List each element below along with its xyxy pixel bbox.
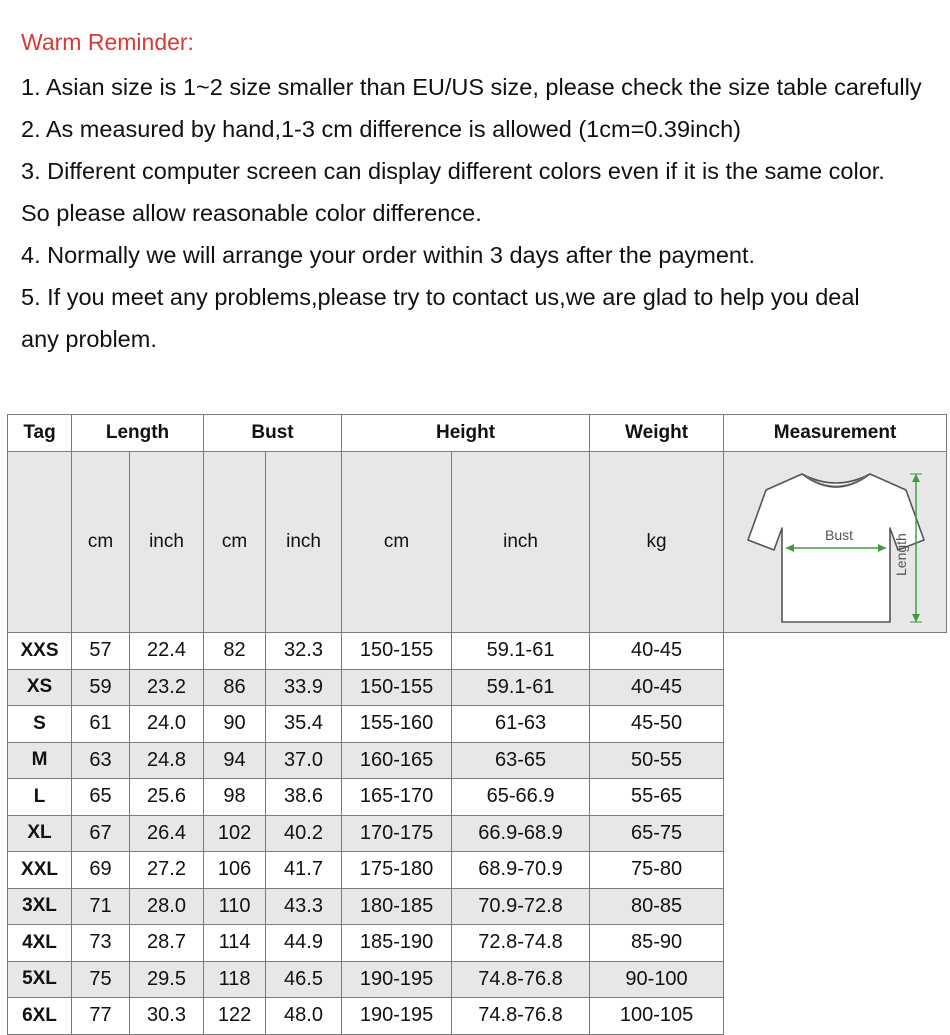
table-cell: 70.9-72.8 <box>452 888 590 925</box>
table-cell: 75 <box>72 961 130 998</box>
table-cell: 190-195 <box>342 998 452 1035</box>
table-cell: 74.8-76.8 <box>452 998 590 1035</box>
table-cell: 100-105 <box>590 998 724 1035</box>
table-cell: 185-190 <box>342 925 452 962</box>
table-cell: 69 <box>72 852 130 889</box>
bust-label: Bust <box>825 527 854 543</box>
table-row <box>8 669 947 706</box>
size-tag: M <box>8 742 72 779</box>
table-cell: 80-85 <box>590 888 724 925</box>
table-cell: 22.4 <box>130 633 204 670</box>
unit-cell: inch <box>452 452 590 633</box>
table-cell: 85-90 <box>590 925 724 962</box>
unit-cell: inch <box>130 452 204 633</box>
table-row <box>8 706 947 743</box>
table-cell: 38.6 <box>266 779 342 816</box>
table-cell: 33.9 <box>266 669 342 706</box>
size-tag: XXL <box>8 852 72 889</box>
table-cell: 86 <box>204 669 266 706</box>
table-cell: 26.4 <box>130 815 204 852</box>
table-cell: 59 <box>72 669 130 706</box>
tshirt-diagram <box>724 452 950 632</box>
table-row <box>8 815 947 852</box>
table-cell: 44.9 <box>266 925 342 962</box>
table-cell: 45-50 <box>590 706 724 743</box>
table-cell: 67 <box>72 815 130 852</box>
table-cell: 155-160 <box>342 706 452 743</box>
table-cell: 118 <box>204 961 266 998</box>
measurement-cell <box>724 452 947 633</box>
unit-cell: inch <box>266 452 342 633</box>
table-cell: 71 <box>72 888 130 925</box>
table-cell: 90-100 <box>590 961 724 998</box>
header-bust: Bust <box>204 415 342 452</box>
table-cell: 68.9-70.9 <box>452 852 590 889</box>
table-cell: 74.8-76.8 <box>452 961 590 998</box>
unit-cell: kg <box>590 452 724 633</box>
table-cell: 122 <box>204 998 266 1035</box>
table-cell: 40.2 <box>266 815 342 852</box>
table-cell: 32.3 <box>266 633 342 670</box>
table-cell: 77 <box>72 998 130 1035</box>
table-cell: 160-165 <box>342 742 452 779</box>
table-cell: 75-80 <box>590 852 724 889</box>
table-cell: 41.7 <box>266 852 342 889</box>
table-cell: 27.2 <box>130 852 204 889</box>
table-cell: 90 <box>204 706 266 743</box>
table-cell: 57 <box>72 633 130 670</box>
size-table <box>7 414 947 1035</box>
table-cell: 48.0 <box>266 998 342 1035</box>
table-cell: 82 <box>204 633 266 670</box>
table-cell: 98 <box>204 779 266 816</box>
units-row <box>8 452 947 633</box>
table-row <box>8 779 947 816</box>
table-cell: 61 <box>72 706 130 743</box>
table-cell: 66.9-68.9 <box>452 815 590 852</box>
table-cell: 180-185 <box>342 888 452 925</box>
reminder-line-2: 2. As measured by hand,1-3 cm difference is allowed (1cm=0.39inch) <box>21 116 741 142</box>
header-length: Length <box>72 415 204 452</box>
table-cell: 170-175 <box>342 815 452 852</box>
unit-cell: cm <box>204 452 266 633</box>
table-cell: 24.8 <box>130 742 204 779</box>
header-weight: Weight <box>590 415 724 452</box>
table-cell: 106 <box>204 852 266 889</box>
table-row <box>8 633 947 670</box>
table-row <box>8 852 947 889</box>
table-cell: 65-66.9 <box>452 779 590 816</box>
size-tag: 3XL <box>8 888 72 925</box>
reminder-title: Warm Reminder: <box>21 29 194 55</box>
table-cell: 46.5 <box>266 961 342 998</box>
table-cell: 24.0 <box>130 706 204 743</box>
table-cell: 59.1-61 <box>452 669 590 706</box>
table-row <box>8 888 947 925</box>
table-cell: 55-65 <box>590 779 724 816</box>
table-cell: 28.7 <box>130 925 204 962</box>
size-tag: XS <box>8 669 72 706</box>
table-cell: 73 <box>72 925 130 962</box>
tshirt-icon <box>724 452 950 632</box>
table-row <box>8 961 947 998</box>
reminder-line-5b: any problem. <box>21 326 157 352</box>
reminder-line-3b: So please allow reasonable color difference. <box>21 200 482 226</box>
warm-reminder <box>21 26 941 360</box>
table-cell: 23.2 <box>130 669 204 706</box>
table-cell: 25.6 <box>130 779 204 816</box>
size-tag: L <box>8 779 72 816</box>
table-cell: 94 <box>204 742 266 779</box>
table-row <box>8 998 947 1035</box>
units-blank <box>8 452 72 633</box>
length-label: Length <box>893 533 910 576</box>
header-row <box>8 415 947 452</box>
reminder-line-5: 5. If you meet any problems,please try to contact us,we are glad to help you deal <box>21 284 860 310</box>
table-cell: 43.3 <box>266 888 342 925</box>
size-tag: 4XL <box>8 925 72 962</box>
table-cell: 102 <box>204 815 266 852</box>
size-tag: 5XL <box>8 961 72 998</box>
table-cell: 72.8-74.8 <box>452 925 590 962</box>
header-measurement: Measurement <box>724 415 947 452</box>
table-cell: 37.0 <box>266 742 342 779</box>
table-cell: 150-155 <box>342 669 452 706</box>
unit-cell: cm <box>72 452 130 633</box>
reminder-line-1: 1. Asian size is 1~2 size smaller than EU/US size, please check the size table carefully <box>21 74 922 100</box>
table-cell: 29.5 <box>130 961 204 998</box>
table-cell: 61-63 <box>452 706 590 743</box>
table-cell: 150-155 <box>342 633 452 670</box>
table-cell: 65-75 <box>590 815 724 852</box>
table-cell: 63 <box>72 742 130 779</box>
table-row <box>8 742 947 779</box>
table-cell: 190-195 <box>342 961 452 998</box>
table-cell: 30.3 <box>130 998 204 1035</box>
table-cell: 59.1-61 <box>452 633 590 670</box>
header-tag: Tag <box>8 415 72 452</box>
size-tag: S <box>8 706 72 743</box>
reminder-line-4: 4. Normally we will arrange your order within 3 days after the payment. <box>21 242 756 268</box>
unit-cell: cm <box>342 452 452 633</box>
table-cell: 40-45 <box>590 669 724 706</box>
table-cell: 110 <box>204 888 266 925</box>
table-row <box>8 925 947 962</box>
table-cell: 165-170 <box>342 779 452 816</box>
table-cell: 65 <box>72 779 130 816</box>
size-tag: XL <box>8 815 72 852</box>
header-height: Height <box>342 415 590 452</box>
table-cell: 114 <box>204 925 266 962</box>
table-cell: 63-65 <box>452 742 590 779</box>
table-cell: 35.4 <box>266 706 342 743</box>
size-rows <box>8 633 947 1035</box>
size-tag: XXS <box>8 633 72 670</box>
table-cell: 50-55 <box>590 742 724 779</box>
table-cell: 28.0 <box>130 888 204 925</box>
reminder-line-3: 3. Different computer screen can display different colors even if it is the same color. <box>21 158 885 184</box>
size-tag: 6XL <box>8 998 72 1035</box>
table-cell: 40-45 <box>590 633 724 670</box>
table-cell: 175-180 <box>342 852 452 889</box>
